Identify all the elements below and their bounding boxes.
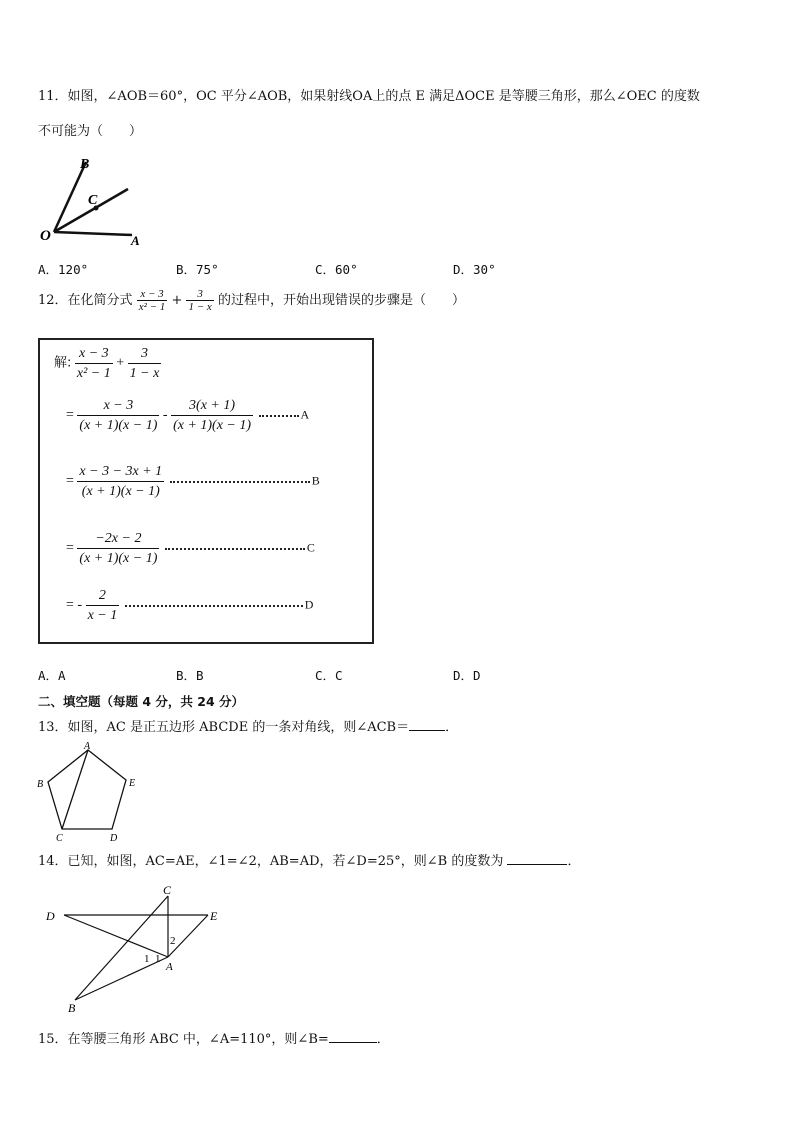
q11-option-a: A．120° [38, 262, 89, 277]
q11-option-b: B．75° [176, 262, 219, 277]
step-d-eq: = - [66, 597, 83, 613]
step-a-dots [259, 415, 299, 417]
q12-text [38, 288, 465, 313]
q12-option-b: B．B [176, 668, 204, 683]
step-a-tag: A [300, 407, 310, 422]
q12-num-1: x − 3 [137, 288, 168, 301]
step-c-num: −2x − 2 [77, 529, 159, 549]
q12-prefix: 12．在化简分式 [38, 293, 133, 308]
q14-label-d: D [46, 909, 55, 923]
q14-stem: 14．已知，如图，AC=AE，∠1=∠2，AB=AD，若∠D=25°，则∠B 的度数为 [38, 854, 504, 869]
line0-plus: + [116, 355, 125, 371]
section-2-heading: 二、填空题（每题 4 分，共 24 分） [38, 694, 245, 709]
q14-label-e: E [210, 909, 218, 923]
step-a-fraction-2 [171, 396, 253, 435]
q11-label-a: A [131, 233, 140, 248]
q12-step-b [66, 462, 320, 501]
step-b-fraction [77, 462, 164, 501]
line0-num-2: 3 [128, 344, 162, 364]
q13-label-c: C [56, 833, 63, 844]
step-b-den: (x + 1)(x − 1) [81, 484, 160, 499]
line0-fraction-1 [75, 344, 113, 383]
q15-stem: 15．在等腰三角形 ABC 中，∠A=110°，则∠B= [38, 1032, 329, 1047]
solution-label: 解: [54, 355, 72, 371]
q12-den-1: x² − 1 [138, 301, 166, 313]
q12-num-2: 3 [186, 288, 213, 301]
q12-step-d [66, 586, 313, 625]
q15-text [38, 1030, 390, 1049]
q13-stem: 13．如图，AC 是正五边形 ABCDE 的一条对角线，则∠ACB＝ [38, 720, 410, 735]
step-d-fraction [86, 586, 120, 625]
q12-solution-line0 [54, 344, 161, 383]
q11-angle-figure [34, 150, 154, 250]
q13-pentagon-figure [34, 740, 144, 846]
q11-text-line2: 不可能为（ ） [38, 124, 143, 139]
q14-label-b: B [68, 1001, 76, 1015]
step-a-num-2: 3(x + 1) [171, 396, 253, 416]
line0-den-1: x² − 1 [76, 366, 111, 381]
q11-option-c: C．60° [315, 262, 358, 277]
line0-fraction-2 [128, 344, 162, 383]
step-a-fraction-1 [77, 396, 159, 435]
q12-option-a: A．A [38, 668, 66, 683]
step-b-tag: B [311, 473, 320, 488]
q14-label-angle1-mark: 1 [155, 953, 161, 965]
q14-end: ． [567, 854, 581, 869]
q12-step-c [66, 529, 315, 568]
q11-label-c: C [88, 193, 98, 208]
q12-solution-box [38, 338, 374, 644]
q13-text [38, 718, 458, 737]
q11-label-b: B [80, 157, 90, 172]
q12-step-a [66, 396, 309, 435]
q13-label-a: A [84, 741, 91, 752]
step-b-num: x − 3 − 3x + 1 [77, 462, 164, 482]
line0-den-2: 1 − x [129, 366, 160, 381]
step-b-dots [170, 481, 310, 483]
q11-option-d: D．30° [453, 262, 496, 277]
q11-label-o: O [40, 228, 51, 244]
step-a-num-1: x − 3 [77, 396, 159, 416]
q13-label-d: D [110, 833, 118, 844]
step-d-den: x − 1 [87, 608, 118, 623]
step-c-fraction [77, 529, 159, 568]
q14-text [38, 852, 581, 871]
q12-plus: + [171, 293, 183, 308]
q12-fraction-1 [137, 288, 168, 313]
q14-label-c: C [163, 884, 172, 897]
q13-end: ． [445, 720, 459, 735]
q13-label-b: B [37, 779, 44, 790]
step-c-eq: = [66, 540, 74, 556]
q14-triangles-figure [40, 884, 240, 1020]
step-c-den: (x + 1)(x − 1) [79, 551, 158, 566]
q12-option-d: D．D [453, 668, 481, 683]
step-a-eq: = [66, 407, 74, 423]
q15-answer-blank[interactable] [329, 1030, 377, 1043]
q14-label-a: A [166, 961, 173, 973]
q14-label-angle1: 1 [144, 953, 150, 965]
step-a-op: - [162, 407, 168, 423]
q13-label-e: E [129, 778, 136, 789]
q14-answer-blank[interactable] [507, 852, 567, 865]
q12-option-c: C．C [315, 668, 343, 683]
step-c-tag: C [306, 540, 315, 555]
q12-suffix: 的过程中，开始出现错误的步骤是（ ） [217, 293, 465, 308]
step-d-dots [125, 605, 303, 607]
step-c-dots [165, 548, 305, 550]
q15-end: ． [376, 1032, 390, 1047]
line0-num-1: x − 3 [75, 344, 113, 364]
step-d-tag: D [304, 597, 314, 612]
q13-answer-blank[interactable] [409, 718, 445, 731]
step-d-num: 2 [86, 586, 120, 606]
q14-label-angle2: 2 [170, 935, 176, 947]
q12-den-2: 1 − x [188, 301, 212, 313]
step-b-eq: = [66, 473, 74, 489]
step-a-den-1: (x + 1)(x − 1) [79, 418, 158, 433]
q11-text: 11．如图，∠AOB＝60°，OC 平分∠AOB，如果射线OA上的点 E 满足ΔOCE 是等腰三角形，那么∠OEC 的度数 [38, 89, 700, 104]
q12-fraction-2 [186, 288, 213, 313]
step-a-den-2: (x + 1)(x − 1) [173, 418, 252, 433]
